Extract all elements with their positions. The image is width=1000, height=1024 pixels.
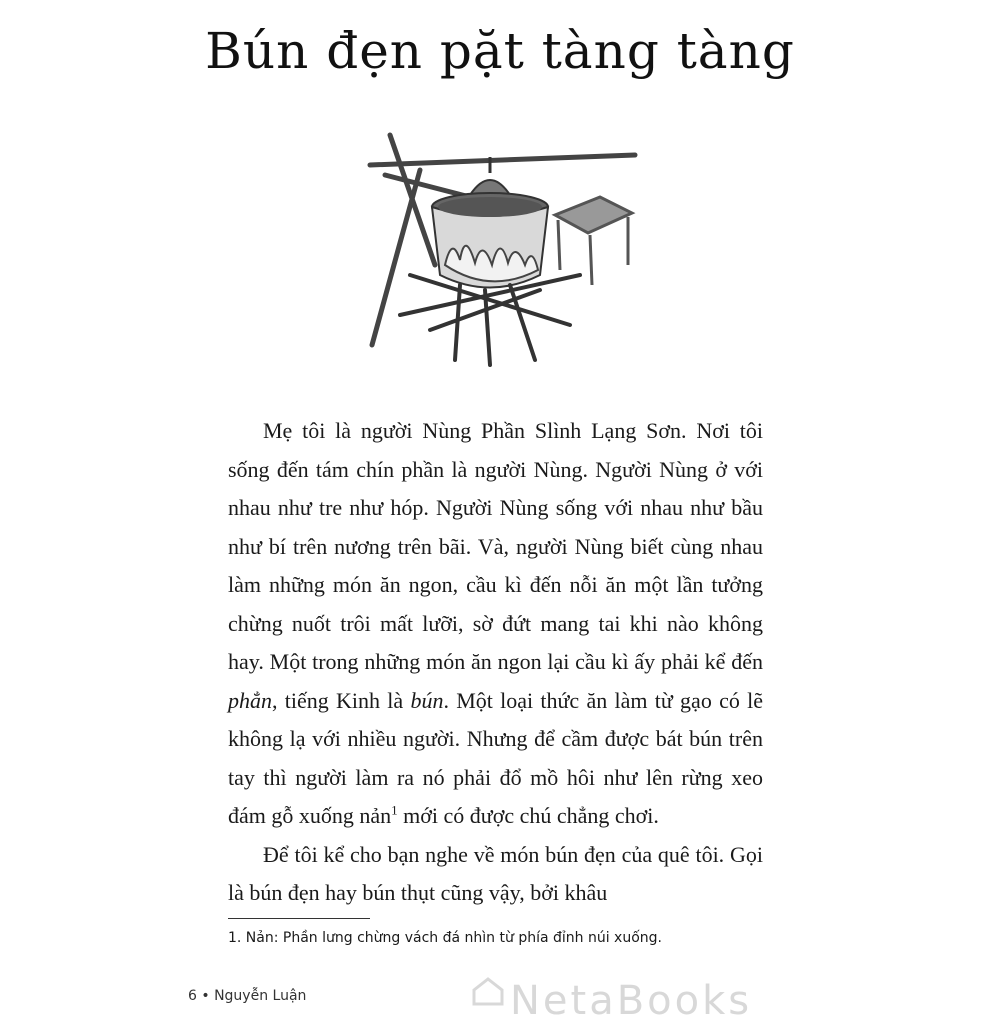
term-bun: bún <box>410 687 444 713</box>
paragraph-1-part-c: . Một loại thức ăn làm từ gạo có lẽ không lạ với nhiều người. Nhưng để cầm được bát bún trên tay thì người làm ra nó phải đổ mồ hôi như lên rừng xeo đám gỗ xuống nản <box>228 687 763 828</box>
paragraph-1-part-a: Mẹ tôi là người Nùng Phần Slình Lạng Sơn. Nơi tôi sống đến tám chín phần là người Nùng. Người Nùng ở với nhau như tre như hóp. Người Nùng sống với nhau như bầu như bí trên nương trên bãi. Và, người Nùng biết cùng nhau làm những món ăn ngon, cầu kì đến nỗi ăn một lần tưởng chừng nuốt trôi mất lưỡi, sờ đứt mang tai khi nào không hay. Một trong những món ăn ngon lại cầu kì ấy phải kể đến <box>228 418 763 674</box>
running-footer: 6 • Nguyễn Luận <box>188 988 307 1004</box>
paragraph-1 <box>228 412 763 836</box>
footnote-divider <box>228 918 370 919</box>
watermark: NetaBooks <box>510 978 753 1024</box>
cooking-pot-over-fire-illustration <box>360 125 650 375</box>
footnote-reference: 1 <box>391 802 398 818</box>
chapter-title: Bún đẹn pặt tàng tàng <box>205 22 795 80</box>
paragraph-2: Để tôi kể cho bạn nghe về món bún đẹn của quê tôi. Gọi là bún đẹn hay bún thụt cũng vậy, bởi khâu <box>228 841 763 905</box>
paragraph-1-part-d: mới có được chú chẳng chơi. <box>397 803 659 828</box>
term-phan: phẳn <box>228 687 272 713</box>
body-text <box>228 412 763 913</box>
paragraph-1-part-b: , tiếng Kinh là <box>272 687 411 713</box>
footnote: 1. Nản: Phần lưng chừng vách đá nhìn từ phía đỉnh núi xuống. <box>228 930 662 946</box>
watermark-logo-icon <box>470 976 506 1006</box>
